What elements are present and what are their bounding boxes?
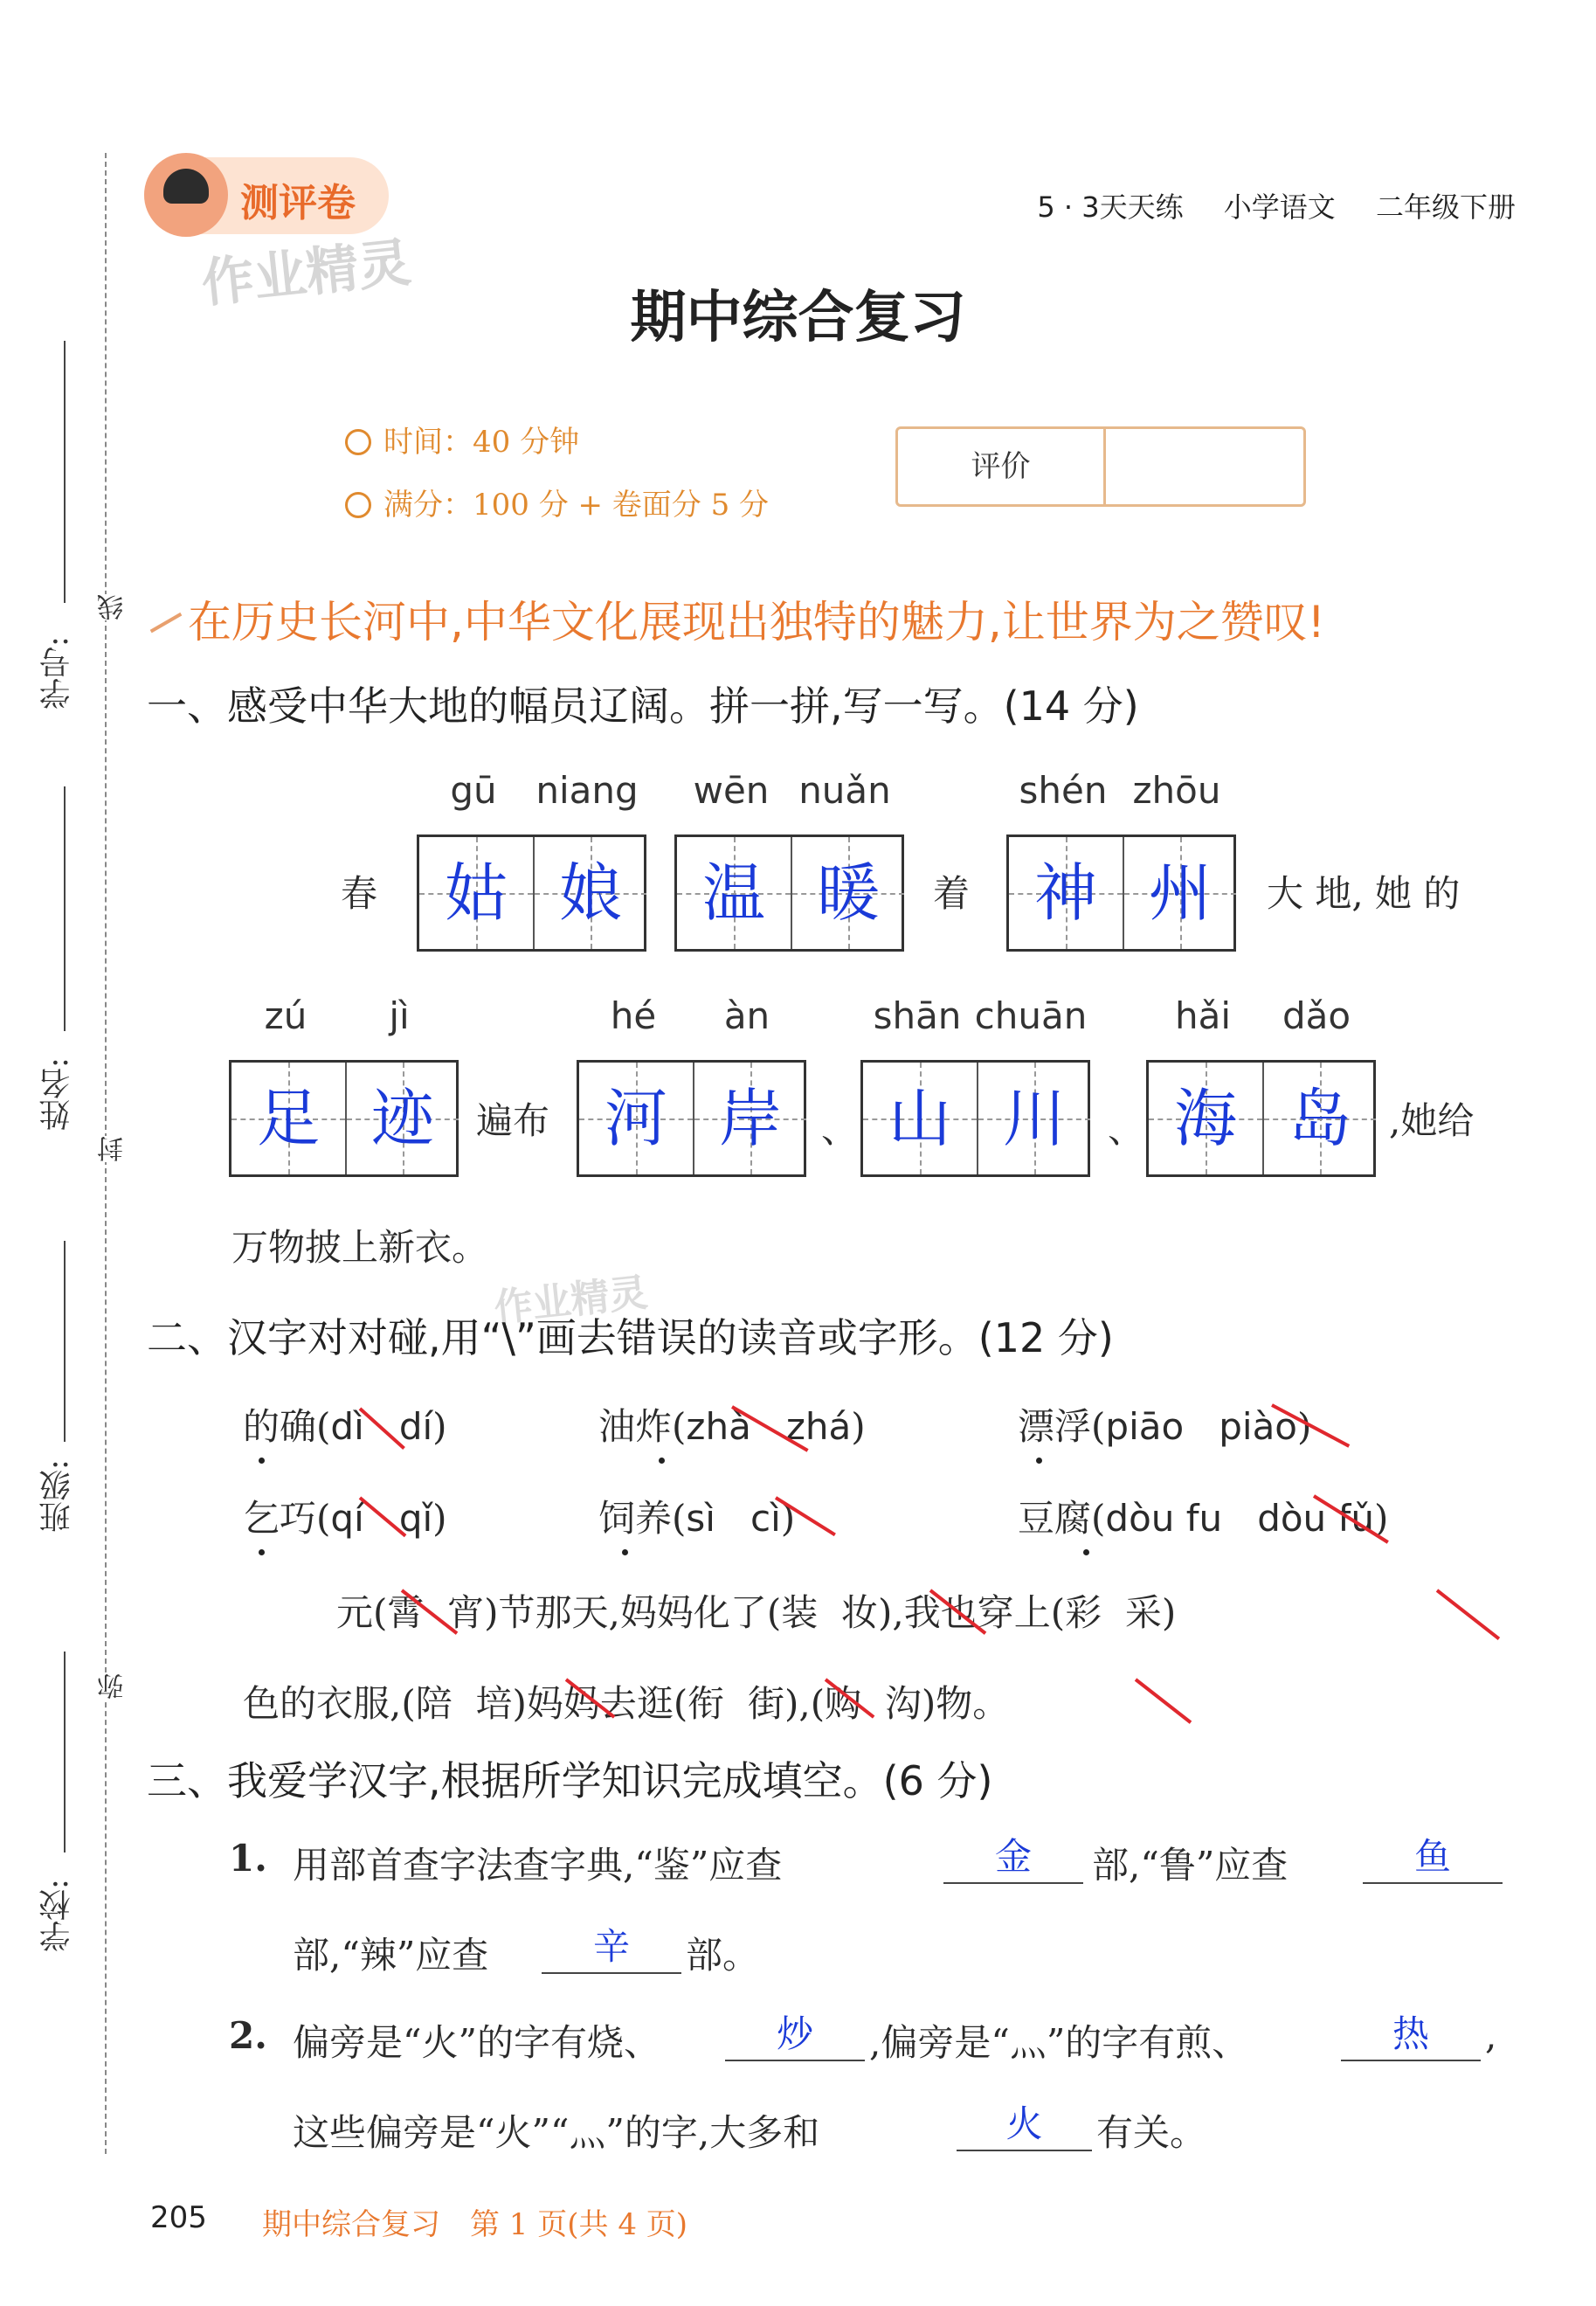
answer-char: 足 — [256, 1082, 320, 1155]
subject-name: 小学语文 — [1223, 190, 1336, 224]
answer-char: 暖 — [816, 856, 880, 930]
text: 色的衣服,( — [243, 1682, 416, 1725]
reading-b: dí — [398, 1405, 433, 1448]
grid-cell — [863, 1063, 977, 1174]
grid-cell — [1009, 837, 1123, 949]
paragraph-line-2 — [243, 1675, 1009, 1728]
q2-text-c: , — [1485, 2014, 1497, 2057]
text: 元( — [336, 1591, 388, 1634]
bracket: ) — [1297, 1405, 1312, 1448]
watermark-logo: 作业精灵 — [198, 232, 414, 315]
student-id-label: 学号: — [39, 636, 75, 710]
q1-text-a: 用部首查字法查字典,“鉴”应查 — [293, 1844, 783, 1887]
text: ) — [1161, 1591, 1177, 1634]
grid-cell — [1149, 1063, 1262, 1174]
reading-b: piào — [1219, 1405, 1297, 1448]
class-rule — [64, 1241, 66, 1442]
bracket: ( — [316, 1405, 331, 1448]
answer-blank[interactable]: 辛 — [542, 1927, 681, 1974]
answer-blank[interactable]: 热 — [1341, 2014, 1481, 2061]
section-2-heading: 二、汉字对对碰,用“\”画去错误的读音或字形。(12 分) — [147, 1314, 1114, 1361]
name-rule — [64, 786, 66, 1031]
strike-mark — [1436, 1589, 1500, 1640]
text-zhe: 着 — [933, 872, 971, 915]
emphasis-dot — [259, 1458, 265, 1464]
bracket: ) — [851, 1405, 866, 1448]
text-comma: 、 — [1108, 1108, 1145, 1151]
pinyin: zhōu — [1132, 769, 1221, 812]
reading-a: sì — [686, 1497, 715, 1540]
paragraph-line-1 — [336, 1584, 1176, 1637]
bracket: ( — [1091, 1405, 1106, 1448]
word: 的确 — [243, 1405, 317, 1448]
answer-char: 岸 — [718, 1082, 782, 1155]
option-a: 彩 — [1065, 1591, 1102, 1634]
option-b: 妆 — [840, 1591, 878, 1634]
grid-cell — [677, 837, 791, 949]
emphasis-dot — [622, 1549, 628, 1555]
word: 豆腐 — [1018, 1497, 1092, 1540]
watermark-logo: 作业精灵 — [492, 1270, 650, 1332]
tianzige-guniang — [417, 834, 646, 952]
bracket: ( — [672, 1405, 687, 1448]
q2-text-d: 这些偏旁是“火”“灬”的字,大多和 — [293, 2111, 820, 2154]
answer-char: 娘 — [558, 856, 622, 930]
text: )妈妈去逛( — [512, 1682, 688, 1725]
section-3-heading: 三、我爱学汉字,根据所学知识完成填空。(6 分) — [147, 1757, 993, 1804]
page-number: 205 — [150, 2200, 207, 2235]
emphasis-dot — [259, 1549, 265, 1555]
option-b: 街 — [747, 1682, 784, 1725]
q2-text-e: 有关。 — [1096, 2111, 1207, 2154]
evaluation-box — [895, 426, 1306, 507]
score-text: 满分：100 分 + 卷面分 5 分 — [383, 488, 770, 523]
reading-b: qǐ — [398, 1497, 433, 1540]
emphasis-dot — [659, 1458, 665, 1464]
school-rule — [64, 1652, 66, 1852]
option-a: 衔 — [687, 1682, 725, 1725]
tianzige-wennuan — [674, 834, 904, 952]
reading-a: dòu fu — [1105, 1497, 1223, 1540]
grid-cell — [579, 1063, 693, 1174]
answer-blank[interactable]: 炒 — [725, 2014, 865, 2061]
answer-char: 海 — [1173, 1082, 1237, 1155]
time-text: 时间：40 分钟 — [383, 425, 580, 460]
q1-text-d: 部。 — [686, 1934, 760, 1977]
q1-text-c: 部,“辣”应查 — [293, 1934, 489, 1977]
bracket: ( — [1091, 1497, 1106, 1540]
grid-cell — [1262, 1063, 1376, 1174]
clock-icon — [345, 429, 371, 455]
tianzige-haidao — [1146, 1060, 1376, 1177]
emphasis-dot — [1083, 1549, 1089, 1555]
q1-text-b: 部,“鲁”应查 — [1092, 1844, 1289, 1887]
reading-b: dòu fǔ — [1257, 1497, 1374, 1540]
cut-mark-mi: 弥 — [94, 1673, 133, 1700]
reading-a: zhà — [686, 1405, 751, 1448]
text-comma: 、 — [821, 1108, 859, 1151]
grid-cell — [1123, 837, 1236, 949]
grid-cell — [977, 1063, 1090, 1174]
evaluation-field[interactable] — [1106, 429, 1303, 504]
tianzige-zuji — [229, 1060, 459, 1177]
bracket: ) — [780, 1497, 796, 1540]
pinyin: wēn — [693, 769, 770, 812]
answer-char: 河 — [604, 1082, 667, 1155]
pinyin: gū — [450, 769, 497, 812]
tianzige-shenzhou — [1006, 834, 1236, 952]
pinyin: niang — [535, 769, 639, 812]
option-b: 沟 — [884, 1682, 922, 1725]
option-b: 培 — [475, 1682, 513, 1725]
item-siyang — [598, 1490, 795, 1542]
book-info — [1005, 185, 1516, 225]
pinyin: nuǎn — [798, 769, 891, 812]
word: 油炸 — [598, 1405, 673, 1448]
time-info — [345, 418, 579, 461]
reading-b: cì — [750, 1497, 781, 1540]
emphasis-dot — [1036, 1458, 1042, 1464]
text-bianbu: 遍布 — [476, 1099, 550, 1142]
series-name: 5 · 3天天练 — [1037, 190, 1184, 224]
pinyin: hǎi — [1174, 994, 1232, 1037]
bracket: ) — [1373, 1497, 1389, 1540]
pinyin: àn — [723, 994, 770, 1037]
text: ),我也穿上( — [877, 1591, 1066, 1634]
slogan: 在历史长河中,中华文化展现出独特的魅力,让世界为之赞叹! — [188, 597, 1325, 647]
mascot-icon — [144, 153, 228, 237]
score-info — [345, 481, 769, 523]
answer-blank[interactable]: 鱼 — [1363, 1837, 1503, 1884]
bracket: ( — [672, 1497, 687, 1540]
option-a: 购 — [825, 1682, 862, 1725]
page-title: 期中综合复习 — [630, 285, 966, 350]
pinyin: shén — [1019, 769, 1108, 812]
section-1-heading: 一、感受中华大地的幅员辽阔。拼一拼,写一写。(14 分) — [147, 682, 1139, 730]
word: 乞巧 — [243, 1497, 317, 1540]
question-number: 1. — [229, 1837, 267, 1880]
q2-text-b: ,偏旁是“灬”的字有煎、 — [869, 2021, 1249, 2064]
answer-char: 州 — [1148, 856, 1212, 930]
pinyin: dǎo — [1282, 994, 1351, 1037]
pinyin: jì — [389, 994, 410, 1037]
check-circle-icon — [345, 492, 371, 518]
text-chun: 春 — [341, 872, 378, 915]
strike-mark — [1135, 1678, 1192, 1723]
grid-cell — [231, 1063, 345, 1174]
item-doufu — [1018, 1490, 1388, 1542]
grid-cell — [693, 1063, 806, 1174]
text-tagei: ,她给 — [1389, 1099, 1475, 1142]
footer-text: 期中综合复习 第 1 页(共 4 页) — [262, 2207, 688, 2242]
question-number: 2. — [229, 2014, 267, 2057]
answer-char: 神 — [1033, 856, 1097, 930]
word: 漂浮 — [1018, 1405, 1092, 1448]
item-piaofu — [1018, 1398, 1311, 1451]
tianzige-hean — [577, 1060, 806, 1177]
student-id-rule — [64, 341, 66, 603]
grid-cell — [345, 1063, 459, 1174]
reading-a: qí — [330, 1497, 364, 1540]
option-a: 霄 — [387, 1591, 425, 1634]
option-a: 陪 — [415, 1682, 453, 1725]
q2-text-a: 偏旁是“火”的字有烧、 — [293, 2021, 660, 2064]
answer-blank[interactable]: 金 — [943, 1837, 1083, 1884]
text: )物。 — [921, 1682, 1010, 1725]
option-b: 采 — [1124, 1591, 1162, 1634]
answer-blank[interactable]: 火 — [957, 2104, 1092, 2151]
answer-char: 川 — [1002, 1082, 1066, 1155]
school-label: 学校: — [39, 1879, 75, 1953]
answer-char: 温 — [701, 856, 765, 930]
word: 饲养 — [598, 1497, 673, 1540]
brush-icon — [142, 598, 183, 634]
reading-a: piāo — [1105, 1405, 1185, 1448]
badge-label: 测评卷 — [240, 181, 356, 225]
item-dique — [243, 1398, 447, 1451]
grid-cell — [533, 837, 646, 949]
grade-name: 二年级下册 — [1375, 190, 1516, 224]
text: )节那天,妈妈化了( — [484, 1591, 782, 1634]
item-qiqiao — [243, 1490, 447, 1542]
reading-a: dì — [330, 1405, 364, 1448]
evaluation-label: 评价 — [898, 429, 1106, 504]
reading-b: zhá — [785, 1405, 852, 1448]
pinyin: shān — [873, 994, 962, 1037]
answer-char: 迹 — [370, 1082, 434, 1155]
grid-cell — [419, 837, 533, 949]
pinyin: hé — [610, 994, 657, 1037]
bracket: ( — [316, 1497, 331, 1540]
option-b: 宵 — [447, 1591, 485, 1634]
cut-mark-xian: 线 — [94, 594, 133, 620]
text-wanwu: 万物披上新衣。 — [231, 1226, 489, 1269]
bracket: ) — [432, 1405, 447, 1448]
pinyin: chuān — [974, 994, 1088, 1037]
option-a: 装 — [781, 1591, 819, 1634]
text-dadi: 大 地, 她 的 — [1267, 872, 1461, 915]
answer-char: 姑 — [444, 856, 508, 930]
tianzige-shanchuan — [860, 1060, 1090, 1177]
bracket: ) — [432, 1497, 447, 1540]
name-label: 姓名: — [39, 1057, 75, 1132]
grid-cell — [791, 837, 904, 949]
class-label: 班级: — [39, 1459, 75, 1534]
answer-char: 岛 — [1288, 1082, 1351, 1155]
answer-char: 山 — [888, 1082, 951, 1155]
pinyin: zú — [264, 994, 307, 1037]
cut-mark-feng: 封 — [94, 1136, 133, 1162]
text: ),( — [784, 1682, 826, 1725]
